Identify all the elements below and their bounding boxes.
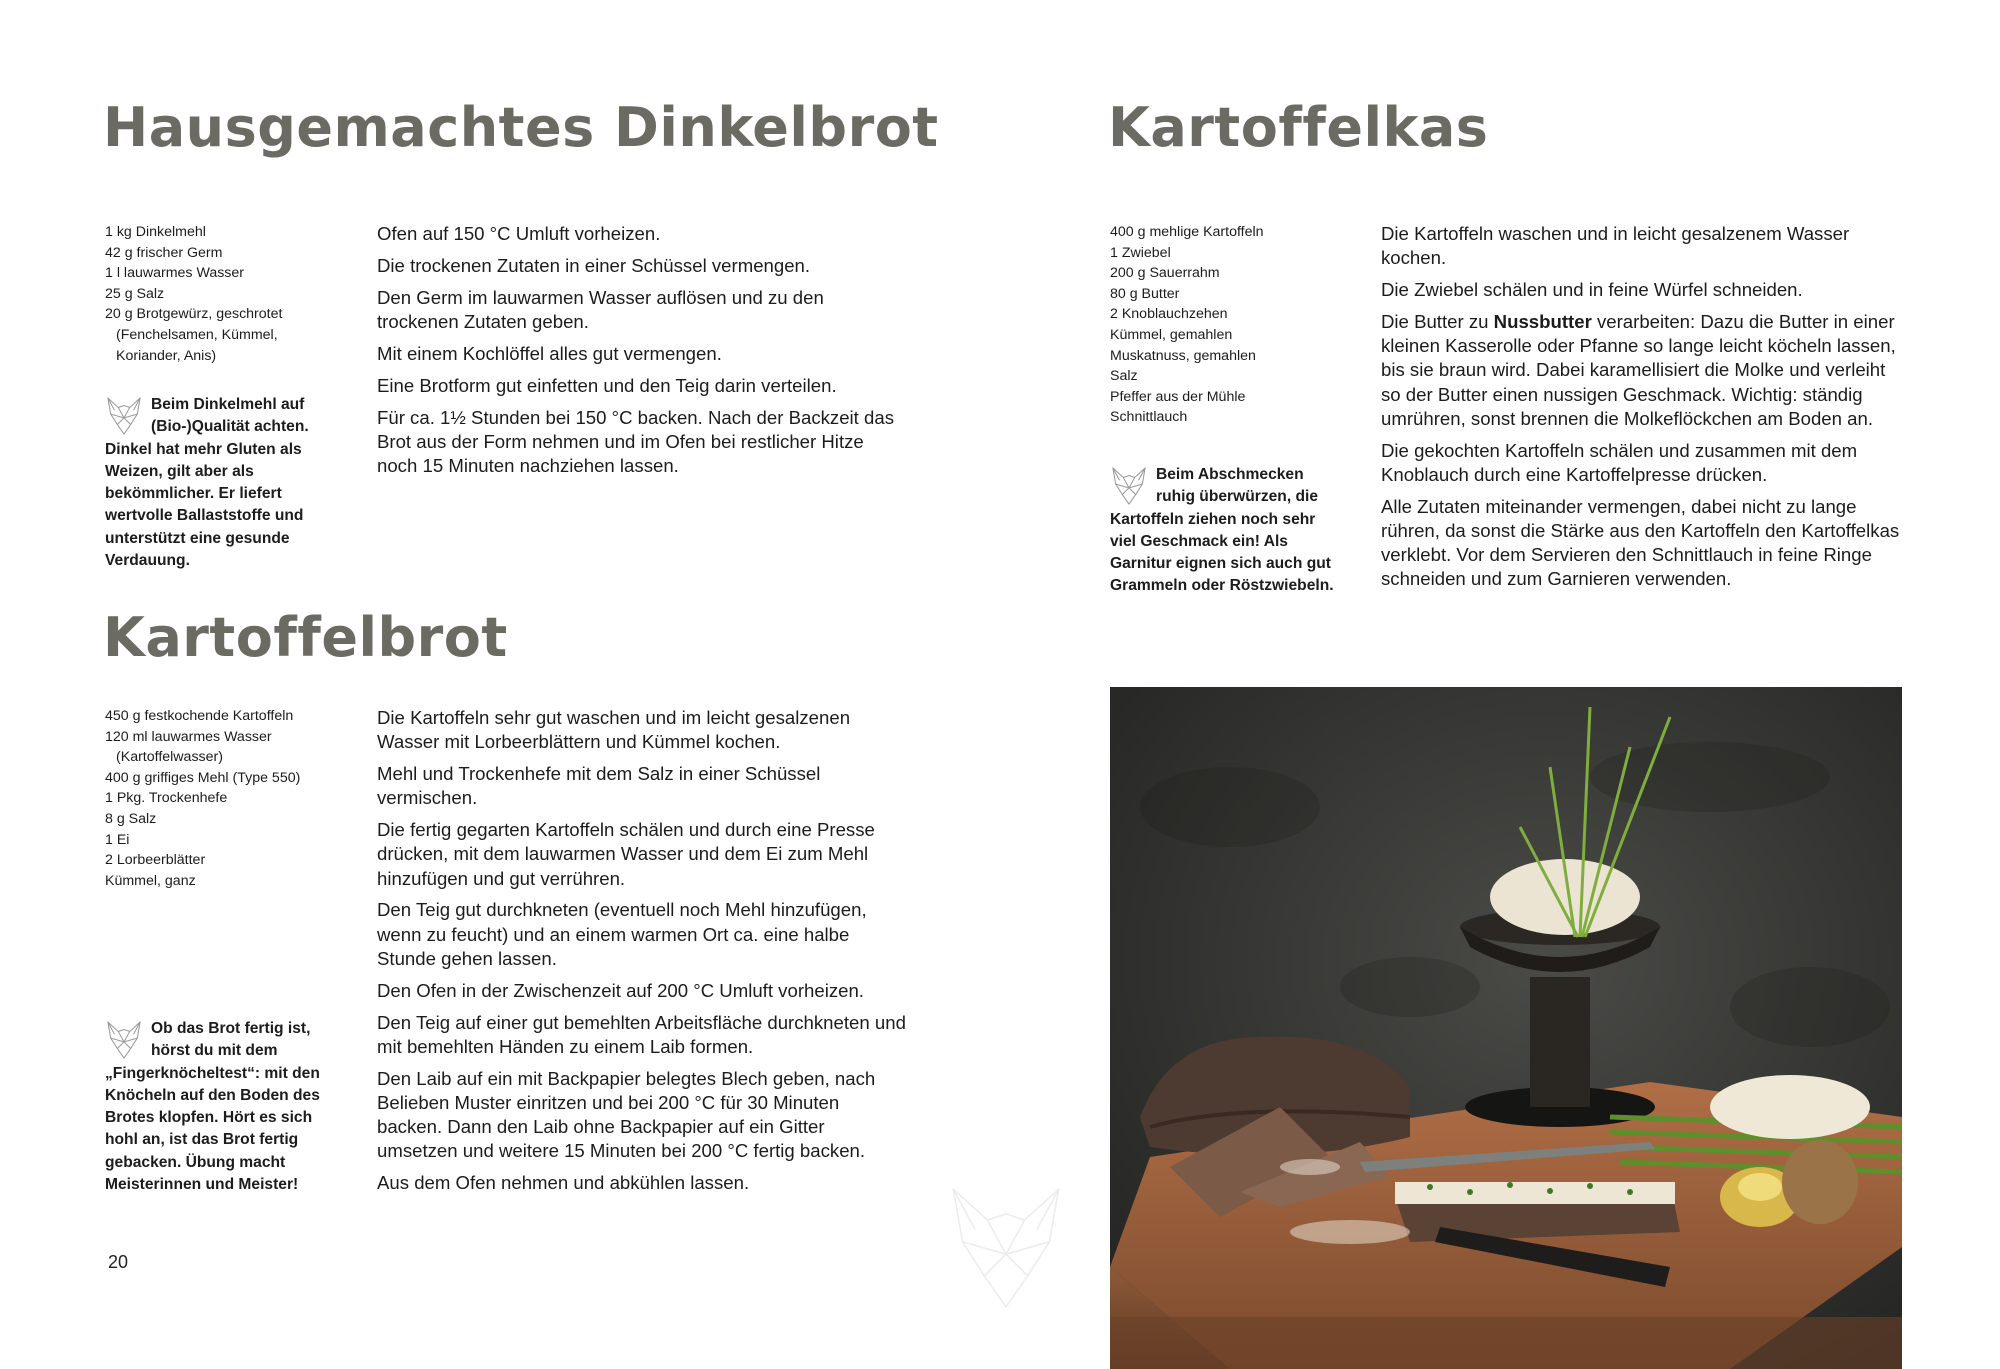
fox-icon — [105, 1018, 143, 1062]
tip-text: Ob das Brot fertig ist, hörst du mit dem „Fingerknöcheltest“: mit den Knöcheln auf den Boden des Brotes klopfen. Hört es sich hohl an, ist das Brot fertig gebacken. Übung macht Meisterinnen und Meister! — [105, 1020, 320, 1194]
tip-box-dinkelbrot — [105, 394, 330, 572]
ingredient-list-kartoffelkas — [1110, 222, 1350, 428]
ingredient-item: Pfeffer aus der Mühle — [1110, 388, 1246, 405]
ingredient-list-kartoffelbrot — [105, 706, 345, 891]
page-number: 20 — [108, 1252, 129, 1272]
ingredient-item: 1 Ei — [105, 831, 130, 848]
fox-watermark-icon — [944, 1178, 1068, 1318]
tip-box-kartoffelbrot — [105, 1018, 337, 1196]
step: Aus dem Ofen nehmen und abkühlen lassen. — [377, 1172, 750, 1194]
step: Mehl und Trockenhefe mit dem Salz in einer Schüssel vermischen. — [377, 763, 821, 809]
ingredient-item: Schnittlauch — [1110, 409, 1188, 426]
ingredient-item: Kümmel, gemahlen — [1110, 326, 1233, 343]
ingredient-item: 400 g mehlige Kartoffeln — [1110, 224, 1264, 240]
ingredient-item: Muskatnuss, gemahlen — [1110, 347, 1256, 364]
ingredient-item: 2 Lorbeerblätter — [105, 852, 206, 869]
step: Den Ofen in der Zwischenzeit auf 200 °C Umluft vorheizen. — [377, 979, 864, 1001]
ingredient-item: 1 kg Dinkelmehl — [105, 224, 206, 240]
step — [1381, 310, 1901, 431]
ingredient-item: 200 g Sauerrahm — [1110, 265, 1220, 282]
ingredient-item: 1 Zwiebel — [1110, 244, 1171, 261]
food-photo-illustration — [1110, 687, 1902, 1369]
step: Die Zwiebel schälen und in feine Würfel schneiden. — [1381, 279, 1803, 301]
fox-icon — [1110, 464, 1148, 508]
recipe-title-kartoffelkas: Kartoffelkas — [1108, 96, 1489, 159]
ingredient-item: 20 g Brotgewürz, geschrotet (Fenchelsamen, Kümmel, Koriander, Anis) — [105, 306, 283, 364]
step: Ofen auf 150 °C Umluft vorheizen. — [377, 223, 661, 244]
tip-text: Beim Abschmecken ruhig überwürzen, die Kartoffeln ziehen noch sehr viel Geschmack ein! Als Garnitur eignen sich auch gut Grammeln oder Röstzwiebeln. — [1110, 466, 1334, 595]
ingredient-item: 1 Pkg. Trockenhefe — [105, 790, 228, 807]
recipe-title-kartoffelbrot: Kartoffelbrot — [103, 606, 508, 669]
ingredient-item: 1 l lauwarmes Wasser — [105, 265, 245, 282]
fox-icon — [105, 394, 143, 438]
tip-text: Beim Dinkelmehl auf (Bio-)Qualität achten. Dinkel hat mehr Gluten als Weizen, gilt aber als bekömmlicher. Er liefert wertvolle Ballaststoffe und unterstützt eine gesunde Verdauung. — [105, 396, 309, 570]
step: Die Kartoffeln waschen und in leicht gesalzenem Wasser kochen. — [1381, 223, 1850, 269]
step: Den Germ im lauwarmen Wasser auflösen und zu den trockenen Zutaten geben. — [377, 286, 824, 332]
step: Den Laib auf ein mit Backpapier belegtes Blech geben, nach Belieben Muster einritzen und bei 200 °C für 30 Minuten backen. Dann den Laib ohne Backpapier auf ein Gitter umsetzen und weitere 15 Minuten bei 200 °C fertig backen. — [377, 1067, 876, 1162]
step: Die trockenen Zutaten in einer Schüssel vermengen. — [377, 254, 811, 276]
step: Eine Brotform gut einfetten und den Teig darin verteilen. — [377, 374, 837, 396]
ingredient-item: 80 g Butter — [1110, 285, 1180, 302]
ingredient-item: 8 g Salz — [105, 810, 157, 827]
step: Für ca. 1½ Stunden bei 150 °C backen. Nach der Backzeit das Brot aus der Form nehmen und im Ofen bei restlicher Hitze noch 15 Minuten nachziehen lassen. — [377, 406, 894, 477]
ingredient-list-dinkelbrot — [105, 222, 345, 366]
steps-kartoffelkas — [1381, 222, 1901, 599]
tip-box-kartoffelkas — [1110, 464, 1338, 598]
step: Den Teig auf einer gut bemehlten Arbeitsfläche durchkneten und mit bemehlten Händen zu einem Laib formen. — [377, 1011, 906, 1057]
step: Die gekochten Kartoffeln schälen und zusammen mit dem Knoblauch durch eine Kartoffelpresse drücken. — [1381, 439, 1858, 485]
ingredient-item: Kümmel, ganz — [105, 872, 196, 889]
step: Die fertig gegarten Kartoffeln schälen und durch eine Presse drücken, mit dem lauwarmen Wasser und dem Ei zum Mehl hinzufügen und gut verrühren. — [377, 819, 875, 889]
step: Alle Zutaten miteinander vermengen, dabei nicht zu lange rühren, da sonst die Stärke aus den Kartoffeln den Kartoffelkas verklebt. Vor dem Servieren den Schnittlauch in feine Ringe schneiden und zum Garnieren verwenden. — [1381, 495, 1900, 590]
ingredient-item: 400 g griffiges Mehl (Type 550) — [105, 769, 301, 786]
recipe-title-dinkelbrot: Hausgemachtes Dinkelbrot — [103, 96, 939, 159]
ingredient-item: 25 g Salz — [105, 285, 165, 302]
ingredient-item: 2 Knoblauchzehen — [1110, 306, 1228, 323]
step-text: verarbeiten: Dazu die Butter in einer kleinen Kasserolle oder Pfanne so lange leicht köcheln lassen, bis sie braun wird. Dabei karamellisiert die Molke und verleiht so der Butter einen nussigen Geschmack. Wichtig: ständig umrühren, sonst brennen die Molkeflöckchen am Boden an. — [1381, 310, 1896, 429]
step: Die Kartoffeln sehr gut waschen und im leicht gesalzenen Wasser mit Lorbeerblättern und Kümmel kochen. — [377, 707, 851, 753]
step-bold-term: Nussbutter — [1493, 310, 1592, 332]
step-text: Die Butter zu — [1381, 310, 1494, 332]
steps-dinkelbrot — [377, 222, 897, 486]
ingredient-item: Salz — [1110, 368, 1138, 385]
steps-kartoffelbrot — [377, 706, 907, 1203]
ingredient-item: 450 g festkochende Kartoffeln — [105, 708, 294, 724]
ingredient-item: 42 g frischer Germ — [105, 244, 223, 261]
food-photo — [1110, 687, 1902, 1369]
step: Den Teig gut durchkneten (eventuell noch Mehl hinzufügen, wenn zu feucht) und an einem warmen Ort ca. eine halbe Stunde gehen lassen. — [377, 899, 867, 969]
ingredient-item: 120 ml lauwarmes Wasser (Kartoffelwasser) — [105, 728, 272, 766]
step: Mit einem Kochlöffel alles gut vermengen. — [377, 342, 722, 364]
